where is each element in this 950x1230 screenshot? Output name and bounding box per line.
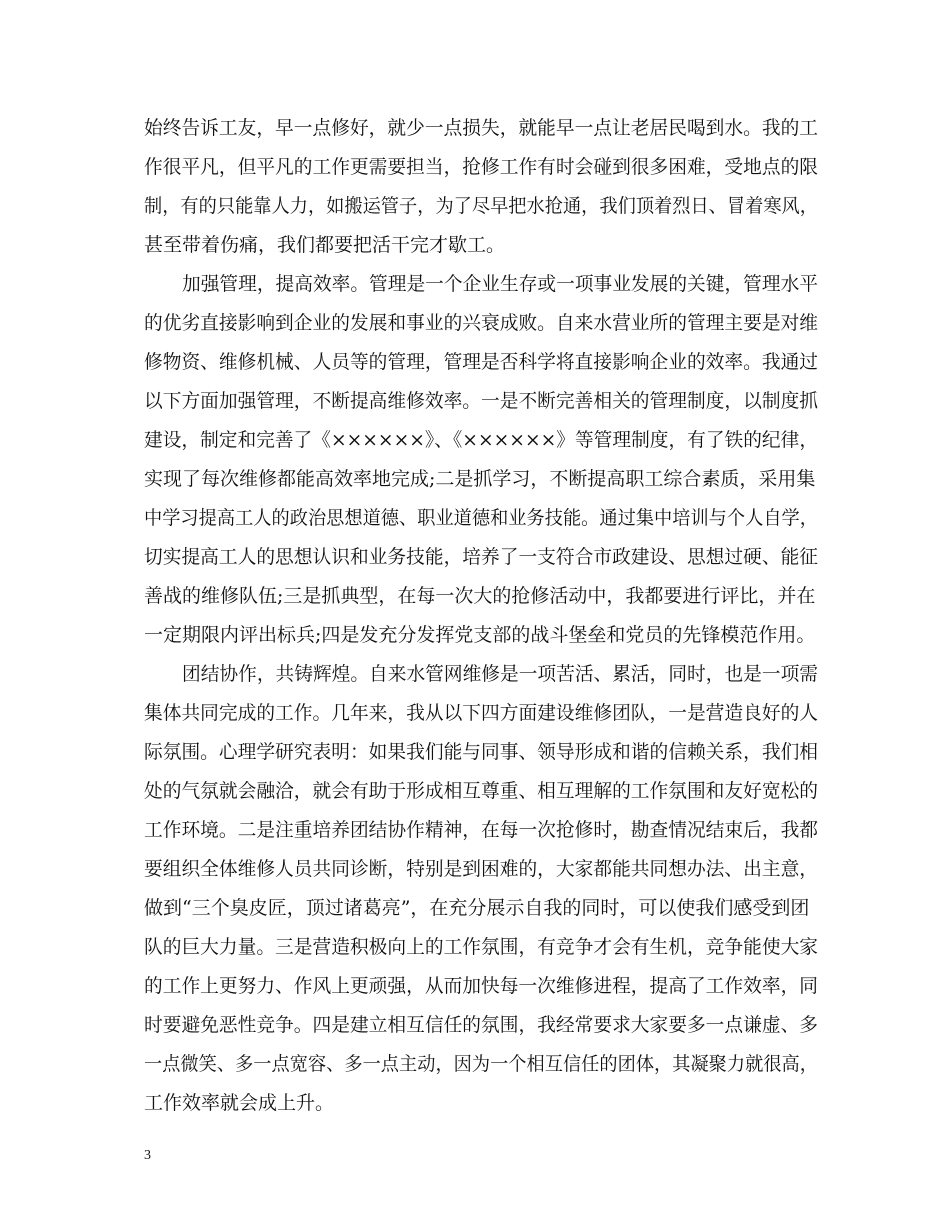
text-line: 以下方面加强管理，不断提高维修效率。一是不断完善相关的管理制度，以制度抓: [144, 390, 819, 412]
text-line: 善战的维修队伍;三是抓典型，在每一次大的抢修活动中，我都要进行评比，并在: [144, 585, 816, 607]
text-line: 建设，制定和完善了《××××××》、《××××××》等管理制度，有了铁的纪律，: [144, 429, 819, 451]
text-line: 始终告诉工友，早一点修好，就少一点损失，就能早一点让老居民喝到水。我的工: [144, 117, 819, 139]
text-line: 一定期限内评出标兵;四是发充分发挥党支部的战斗堡垒和党员的先锋模范作用。: [144, 624, 816, 646]
text-line: 时要避免恶性竞争。四是建立相互信任的氛围，我经常要求大家要多一点谦虚、多: [144, 1014, 819, 1036]
text-line: 中学习提高工人的政治思想道德、职业道德和业务技能。通过集中培训与个人自学，: [144, 507, 818, 529]
text-line: 要组织全体维修人员共同诊断，特别是到困难的，大家都能共同想办法、出主意，: [144, 858, 819, 880]
text-line: 实现了每次维修都能高效率地完成;二是抓学习，不断提高职工综合素质，采用集: [144, 468, 816, 490]
text-line: 甚至带着伤痛，我们都要把活干完才歇工。: [144, 234, 506, 256]
text-line: 的优劣直接影响到企业的发展和事业的兴衰成败。自来水营业所的管理主要是对维: [144, 312, 819, 334]
text-line: 制，有的只能靠人力，如搬运管子，为了尽早把水抢通，我们顶着烈日、冒着寒风，: [144, 195, 818, 217]
text-line: 工作效率就会成上升。: [144, 1092, 335, 1114]
text-line: 的工作上更努力、作风上更顽强，从而加快每一次维修进程，提高了工作效率，同: [144, 975, 819, 997]
text-line: 处的气氛就会融洽，就会有助于形成相互尊重、相互理解的工作氛围和友好宽松的: [144, 780, 819, 802]
text-line: 做到“三个臭皮匠，顶过诸葛亮”，在充分展示自我的同时，可以使我们感受到团: [144, 897, 810, 919]
paragraph-first-line: 团结协作，共铸辉煌。自来水管网维修是一项苦活、累活，同时，也是一项需: [182, 663, 819, 685]
text-line: 切实提高工人的思想认识和业务技能，培养了一支符合市政建设、思想过硬、能征: [144, 546, 819, 568]
page-number: 3: [144, 1148, 151, 1163]
text-line: 作很平凡，但平凡的工作更需要担当，抢修工作有时会碰到很多困难，受地点的限: [144, 156, 819, 178]
text-line: 修物资、维修机械、人员等的管理，管理是否科学将直接影响企业的效率。我通过: [144, 351, 819, 373]
paragraph-first-line: 加强管理，提高效率。管理是一个企业生存或一项事业发展的关键，管理水平: [182, 273, 819, 295]
text-line: 队的巨大力量。三是营造积极向上的工作氛围，有竞争才会有生机，竞争能使大家: [144, 936, 819, 958]
text-line: 工作环境。二是注重培养团结协作精神，在每一次抢修时，勘查情况结束后，我都: [144, 819, 819, 841]
text-line: 际氛围。心理学研究表明：如果我们能与同事、领导形成和谐的信赖关系，我们相: [144, 741, 819, 763]
text-line: 一点微笑、多一点宽容、多一点主动，因为一个相互信任的团体，其凝聚力就很高，: [144, 1053, 818, 1075]
text-line: 集体共同完成的工作。几年来，我从以下四方面建设维修团队，一是营造良好的人: [144, 702, 819, 724]
